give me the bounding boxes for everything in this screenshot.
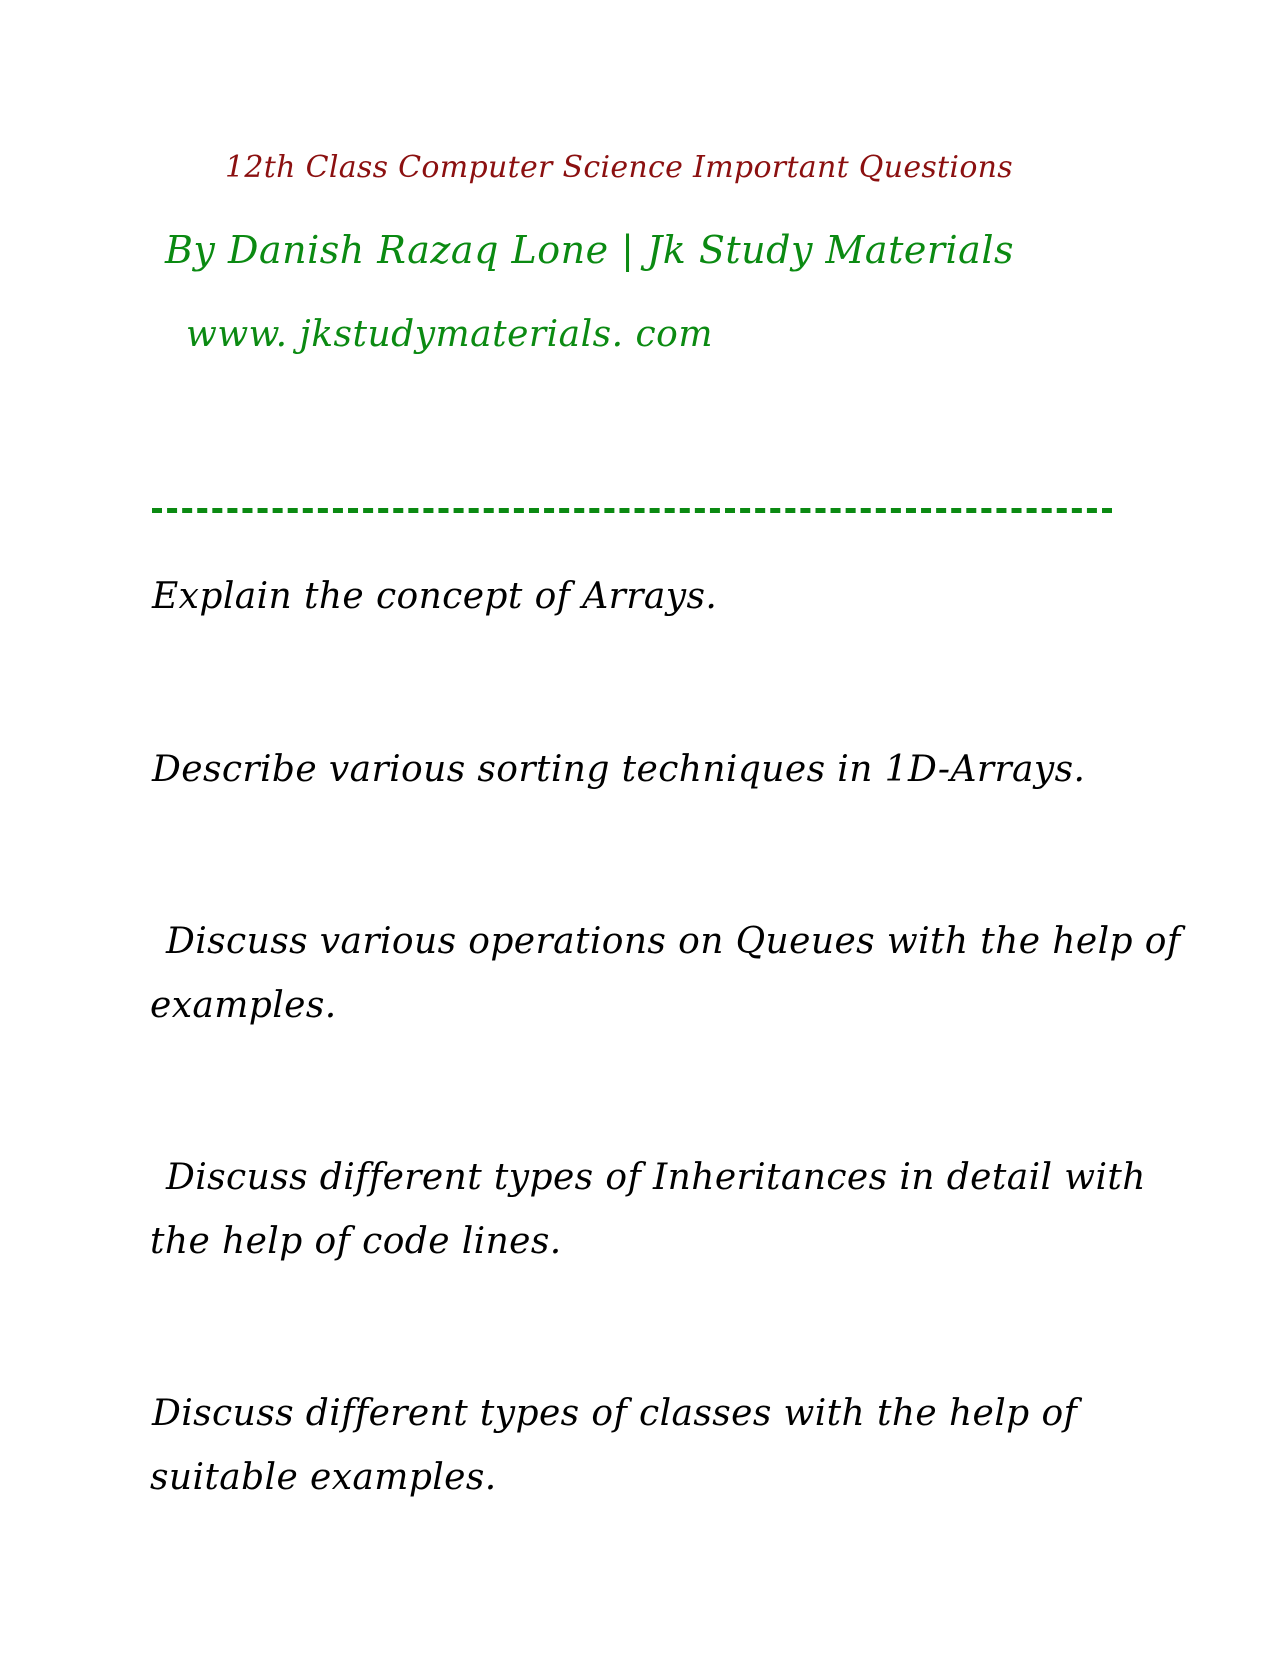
- question-5-line-2: suitable examples.: [150, 1457, 497, 1498]
- question-4-line-1: Discuss different types of Inheritances in detail with: [166, 1157, 1146, 1198]
- question-1: [152, 565, 717, 629]
- question-3-line-1: Discuss various operations on Queues with the help of: [166, 921, 1181, 962]
- question-1-line-1: Explain the concept of Arrays.: [152, 576, 718, 617]
- document-title: 12th Class Computer Science Important Questions: [225, 150, 1013, 185]
- author-byline: By Danish Razaq Lone | Jk Study Materials: [165, 228, 1014, 272]
- question-2: [152, 738, 1085, 802]
- website-url: www. jkstudymaterials. com: [186, 314, 713, 355]
- dashed-divider: [152, 508, 1112, 513]
- question-5-line-1: Discuss different types of classes with the help of: [152, 1393, 1078, 1434]
- question-3-line-2: examples.: [150, 985, 337, 1026]
- question-2-line-1: Describe various sorting techniques in 1D-Arrays.: [152, 749, 1086, 790]
- question-4-line-2: the help of code lines.: [150, 1221, 562, 1262]
